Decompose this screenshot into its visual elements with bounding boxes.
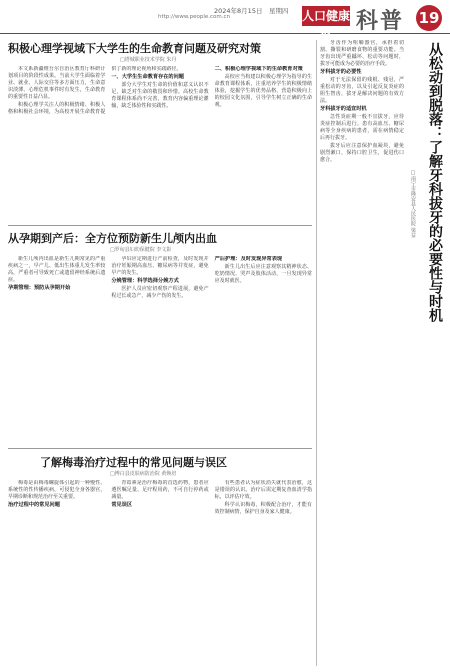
subheading: 治疗过程中的常见问题	[8, 502, 60, 508]
divider	[8, 448, 312, 449]
paragraph: 科学认识梅毒，积极配合治疗，才能有效控制病情，保护自身及家人健康。	[214, 502, 312, 515]
article-3-byline: □博白县皮肤病防治院 黄焕培	[110, 471, 177, 477]
subheading: 孕期管理：预防从孕期开始	[8, 285, 71, 291]
paragraph: 新生儿颅内出血是新生儿期常见的严重疾病之一，早产儿、低出生体重儿发生率较高，严重者可导致死亡或遗留神经系统后遗症。	[8, 256, 106, 283]
article-4-title: 从松动到脱落：了解牙科拔牙的必要性与时机	[427, 42, 443, 322]
article-1-title: 积极心理学视域下大学生的生命教育问题及研究对策	[8, 42, 261, 55]
subheading: 分娩管理：科学选择分娩方式	[111, 278, 179, 284]
paragraph: 牙齿作为咀嚼器官，承担着切割、撕裂和研磨食物的重要功能。当牙齿出现严重龋坏、松动等问题时，拔牙可能成为必要的治疗手段。	[320, 40, 404, 67]
subheading: 常见误区	[111, 502, 133, 508]
newspaper-logo: 人口健康报	[302, 6, 350, 26]
subheading: 一、大学生生命教育存在的问题	[111, 74, 184, 80]
article-2-body	[8, 256, 312, 444]
paragraph: 有些患者认为症状消失就代表治愈，这是错误的认识。治疗后需定期复查血清学指标，以评估疗效。	[214, 480, 312, 500]
paragraph: 梅毒是由梅毒螺旋体引起的一种慢性、系统性的性传播疾病，可侵犯全身各器官，早期诊断和规范治疗至关重要。	[8, 480, 106, 500]
paragraph: 部分大学生对生命的价值和意义认识不足，缺乏对生命的敬畏和珍惜。高校生命教育课程体系尚不完善，教育内容偏重理论灌输，缺乏体验性和实践性。	[111, 82, 209, 109]
article-2-title: 从孕期到产后：全方位预防新生儿颅内出血	[8, 232, 217, 245]
paragraph: 拔牙后应注意保护血凝块，避免剧烈漱口，保持口腔卫生，促进伤口愈合。	[320, 143, 404, 163]
article-3-title: 了解梅毒治疗过程中的常见问题与误区	[40, 456, 227, 469]
site-url[interactable]: http://www.people.com.cn	[158, 14, 230, 20]
paragraph: 本文系新疆维吾尔自治区教育厅科研计划项目的阶段性成果。当前大学生面临着学业、就业、人际交往等多方面压力，生命意识淡薄、心理危机事件时有发生，生命教育的重要性日益凸显。	[8, 66, 106, 100]
issue-date: 2024年8月15日 星期四	[214, 7, 289, 15]
divider	[8, 225, 312, 226]
column-divider	[316, 40, 317, 666]
paragraph: 医护人员应密切观察产程进展，避免产程过长或急产，减少产伤的发生。	[111, 286, 209, 299]
subheading: 产后护理：及时发现异常表现	[214, 256, 283, 262]
page-number-badge: 19	[416, 5, 442, 31]
subheading: 牙科拔牙的适宜时机	[320, 106, 367, 112]
edition-name: 科普	[356, 9, 405, 34]
masthead	[0, 0, 450, 43]
article-4-body	[320, 40, 404, 666]
article-4-byline: □南宁市隆安县人民医院 梁益	[410, 170, 416, 238]
paragraph: 积极心理学关注人的积极情绪、积极人格和积极社会环境，为高校开展生命教育提供了新的理论视角和实践路径。	[8, 66, 182, 115]
subheading: 牙科拔牙的必要性	[320, 69, 362, 75]
article-1-byline: □塔城职业技术学院 朱丹	[120, 57, 177, 63]
paragraph: 对于无法保留的残根、残冠，严重松动的牙齿，以及引起反复炎症的阻生智齿，拔牙是解决问题的有效方法。	[320, 77, 404, 104]
paragraph: 孕妇应定期进行产前检查，及时发现并治疗妊娠期高血压、糖尿病等并发症，避免早产的发生。	[111, 256, 209, 276]
paragraph: 青霉素是治疗梅毒的首选药物，患者应遵医嘱足量、足疗程用药，不可自行停药或减量。	[111, 480, 209, 500]
subheading: 二、积极心理学视域下的生命教育对策	[214, 66, 303, 72]
article-2-byline: □罗甸县妇幼保健院 李文影	[110, 247, 172, 253]
paragraph: 高校应当构建以积极心理学为指导的生命教育课程体系，注重培养学生的积极情绪体验，挖掘学生的优势品格，营造积极向上的校园文化氛围，引导学生树立正确的生命观。	[214, 74, 312, 108]
article-1-body	[8, 66, 312, 222]
article-3-body	[8, 480, 312, 666]
paragraph: 急性炎症期一般不宜拔牙，应待炎症控制后进行。患有高血压、糖尿病等全身疾病的患者，需在病情稳定后再行拔牙。	[320, 114, 404, 141]
paragraph: 新生儿出生后应注意观察其精神状态、吃奶情况、哭声及肢体活动，一旦发现异常应及时就医。	[214, 264, 312, 284]
